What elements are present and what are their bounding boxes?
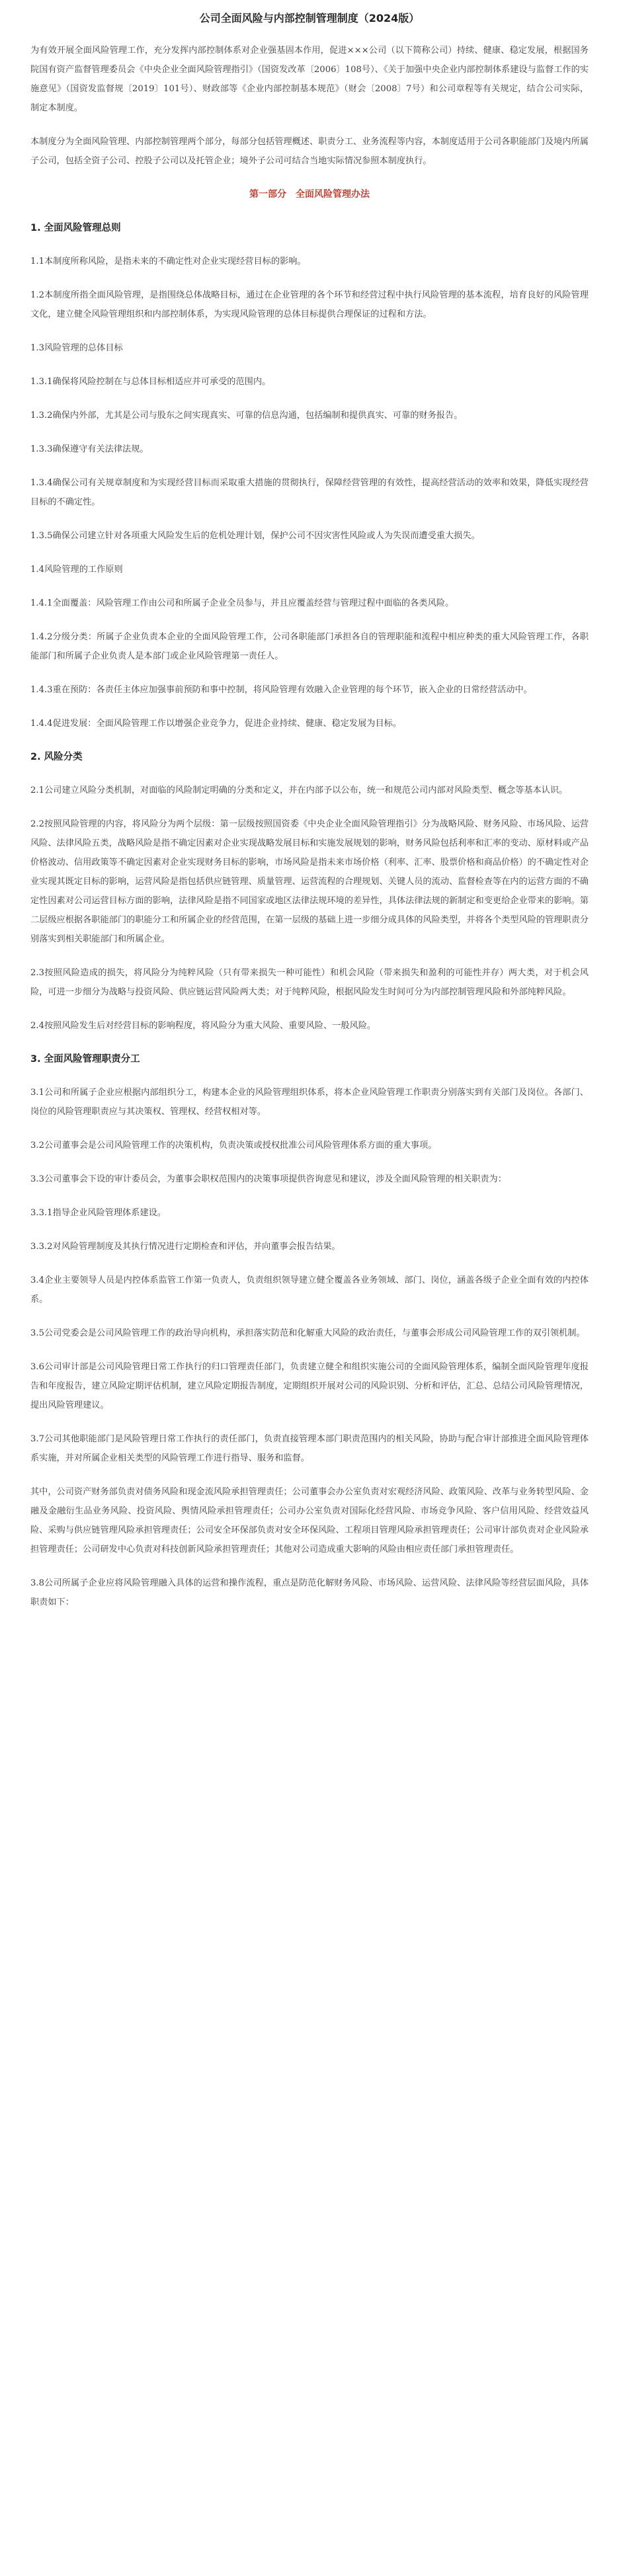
clause-paragraph: 3.5公司党委会是公司风险管理工作的政治导向机构，承担落实防范和化解重大风险的政治责任，与董事会形成公司风险管理工作的双引领机制。 (30, 1328, 585, 1338)
clause-paragraph: 1.4.2分级分类：所属子企业负责本企业的全面风险管理工作，公司各职能部门承担各自的管理职能和流程中相应种类的重大风险管理工作，各职能部门和所属子企业负责人是本部门或企业风险管理第一责任人。 (30, 632, 589, 661)
clause-paragraph: 3.1公司和所属子企业应根据内部组织分工，构建本企业的风险管理组织体系，将本企业风险管理工作职责分别落实到有关部门及岗位。各部门、岗位的风险管理职责应与其决策权、管理权、经营权相对等。 (30, 1088, 589, 1117)
clause-paragraph: 3.3公司董事会下设的审计委员会，为董事会职权范围内的决策事项提供咨询意见和建议，涉及全面风险管理的相关职责为： (30, 1174, 507, 1184)
subsection-heading: 1.3风险管理的总体目标 (30, 343, 123, 353)
document-title: 公司全面风险与内部控制管理制度（2024版） (199, 12, 420, 24)
clause-paragraph: 2.2按照风险管理的内容，将风险分为两个层级：第一层级按照国资委《中央企业全面风险管理指引》分为战略风险、财务风险、市场风险、运营风险、法律风险五类，战略风险是指不确定因素对企业实现战略发展目标和实施发展规划的影响，财务风险包括利率和汇率的变动、原材料或产品价格波动、信用政策等不确定因素对企业实现财务目标的影响，市场风险是指未来市场价格（利率、汇率、股票价格和商品价格）的不确定性对企业实现其既定目标的影响，运营风险是指包括供应链管理、质量管理、运营流程的合理规划、关键人员的流动、监督检查等在内的运营方面的不确定性因素对公司运营目标方面的影响，法律风险是指不同国家或地区法律法规环境的差异性，具体法律法规的新制定和变更给企业带来的影响。第二层级应根据各职能部门的职能分工和所属企业的经营范围，在第一层级的基础上进一步细分成具体的风险类型，并将各个类型风险的管理职责分别落实到相关职能部门和所属企业。 (30, 819, 589, 944)
intro-paragraph: 为有效开展全面风险管理工作，充分发挥内部控制体系对企业强基固本作用，促进×××公司（以下简称公司）持续、健康、稳定发展，根据国务院国有资产监督管理委员会《中央企业全面风险管理指引》（国资发改革〔2006〕108号）、《关于加强中央企业内部控制体系建设与监督工作的实施意见》（国资发监督规〔2019〕101号）、财政部等《企业内部控制基本规范》（财会〔2008〕7号）和公司章程等有关规定，结合公司实际，制定本制度。 (30, 46, 589, 113)
clause-paragraph: 1.3.2确保内外部，尤其是公司与股东之间实现真实、可靠的信息沟通，包括编制和提供真实、可靠的财务报告。 (30, 411, 463, 421)
section-heading: 2. 风险分类 (30, 752, 83, 762)
clause-paragraph: 1.3.5确保公司建立针对各项重大风险发生后的危机处理计划，保护公司不因灾害性风险或人为失误而遭受重大损失。 (30, 531, 480, 541)
clause-paragraph: 2.3按照风险造成的损失，将风险分为纯粹风险（只有带来损失一种可能性）和机会风险（带来损失和盈利的可能性并存）两大类，对于机会风险，可进一步细分为战略与投资风险、供应链运营风险两大类；对于纯粹风险，根据风险发生时间可分为内部控制管理风险和外部纯粹风险。 (30, 968, 589, 997)
clause-paragraph: 1.3.3确保遵守有关法律法规。 (30, 444, 149, 454)
clause-paragraph: 1.4.1全面覆盖：风险管理工作由公司和所属子企业全员参与，并且应覆盖经营与管理过程中面临的各类风险。 (30, 598, 454, 608)
clause-paragraph: 3.3.1指导企业风险管理体系建设。 (30, 1208, 166, 1218)
clause-paragraph: 1.1本制度所称风险，是指未来的不确定性对企业实现经营目标的影响。 (30, 257, 306, 266)
clause-paragraph: 3.2公司董事会是公司风险管理工作的决策机构，负责决策或授权批准公司风险管理体系方面的重大事项。 (30, 1141, 437, 1150)
intro-paragraph: 本制度分为全面风险管理、内部控制管理两个部分，每部分包括管理概述、职责分工、业务流程等内容，本制度适用于公司各职能部门及境内所属子公司，包括全资子公司、控股子公司以及托管企业；境外子公司可结合当地实际情况参照本制度执行。 (30, 137, 589, 166)
clause-paragraph: 1.3.1确保将风险控制在与总体目标相适应并可承受的范围内。 (30, 377, 271, 387)
clause-paragraph: 1.4.4促进发展：全面风险管理工作以增强企业竞争力，促进企业持续、健康、稳定发展为目标。 (30, 719, 402, 729)
clause-paragraph: 3.8公司所属子企业应将风险管理融入具体的运营和操作流程，重点是防范化解财务风险、市场风险、运营风险、法律风险等经营层面风险，具体职责如下： (30, 1578, 589, 1607)
clause-paragraph: 1.3.4确保公司有关规章制度和为实现经营目标而采取重大措施的贯彻执行，保障经营管理的有效性，提高经营活动的效率和效果，降低实现经营目标的不确定性。 (30, 478, 589, 507)
section-heading: 3. 全面风险管理职责分工 (30, 1054, 140, 1065)
intro-block (30, 41, 589, 171)
clause-paragraph: 1.4.3重在预防：各责任主体应加强事前预防和事中控制，将风险管理有效融入企业管理的每个环节，嵌入企业的日常经营活动中。 (30, 685, 532, 695)
section-heading: 1. 全面风险管理总则 (30, 223, 121, 233)
clause-paragraph: 2.1公司建立风险分类机制，对面临的风险制定明确的分类和定义，并在内部予以公布，统一和规范公司内部对风险类型、概念等基本认识。 (30, 785, 568, 795)
part-title: 第一部分 全面风险管理办法 (249, 189, 370, 200)
clause-paragraph: 3.3.2对风险管理制度及其执行情况进行定期检查和评估，并向董事会报告结果。 (30, 1242, 341, 1252)
clause-paragraph: 3.6公司审计部是公司风险管理日常工作执行的归口管理责任部门，负责建立健全和组织实施公司的全面风险管理体系，编制全面风险管理年度报告和年度报告，建立风险定期评估机制，建立风险定期报告制度，定期组织开展对公司的风险识别、分析和评估，汇总、总结公司风险管理情况，提出风险管理建议。 (30, 1362, 589, 1410)
clause-paragraph: 1.2本制度所指全面风险管理，是指围绕总体战略目标，通过在企业管理的各个环节和经营过程中执行风险管理的基本流程，培育良好的风险管理文化，建立健全风险管理组织和内部控制体系，为实现风险管理的总体目标提供合理保证的过程和方法。 (30, 290, 589, 319)
clause-paragraph: 2.4按照风险发生后对经营目标的影响程度，将风险分为重大风险、重要风险、一般风险。 (30, 1021, 376, 1031)
subsection-heading: 1.4风险管理的工作原则 (30, 565, 123, 575)
clause-paragraph: 其中，公司资产财务部负责对债务风险和现金流风险承担管理责任；公司董事会办公室负责对宏观经济风险、政策风险、改革与业务转型风险、金融及金融衍生品业务风险、投资风险、舆情风险承担管理责任；公司办公室负责对国际化经营风险、市场竞争风险、客户信用风险、经营效益风险、采购与供应链管理风险承担管理责任；公司安全环保部负责对安全环保风险、工程项目管理风险承担管理责任；公司审计部负责对企业风险承担管理责任；公司研发中心负责对科技创新风险承担管理责任；其他对公司造成重大影响的风险由相应责任部门承担管理责任。 (30, 1487, 589, 1554)
clause-paragraph: 3.7公司其他职能部门是风险管理日常工作执行的责任部门，负责直接管理本部门职责范围内的相关风险，协助与配合审计部推进全面风险管理体系实施，并对所属企业相关类型的风险管理工作进行指导、服务和监督。 (30, 1434, 589, 1463)
sections-container (30, 219, 589, 1612)
clause-paragraph: 3.4企业主要领导人员是内控体系监管工作第一负责人，负责组织领导建立健全覆盖各业务领域、部门、岗位，涵盖各级子企业全面有效的内控体系。 (30, 1275, 589, 1305)
